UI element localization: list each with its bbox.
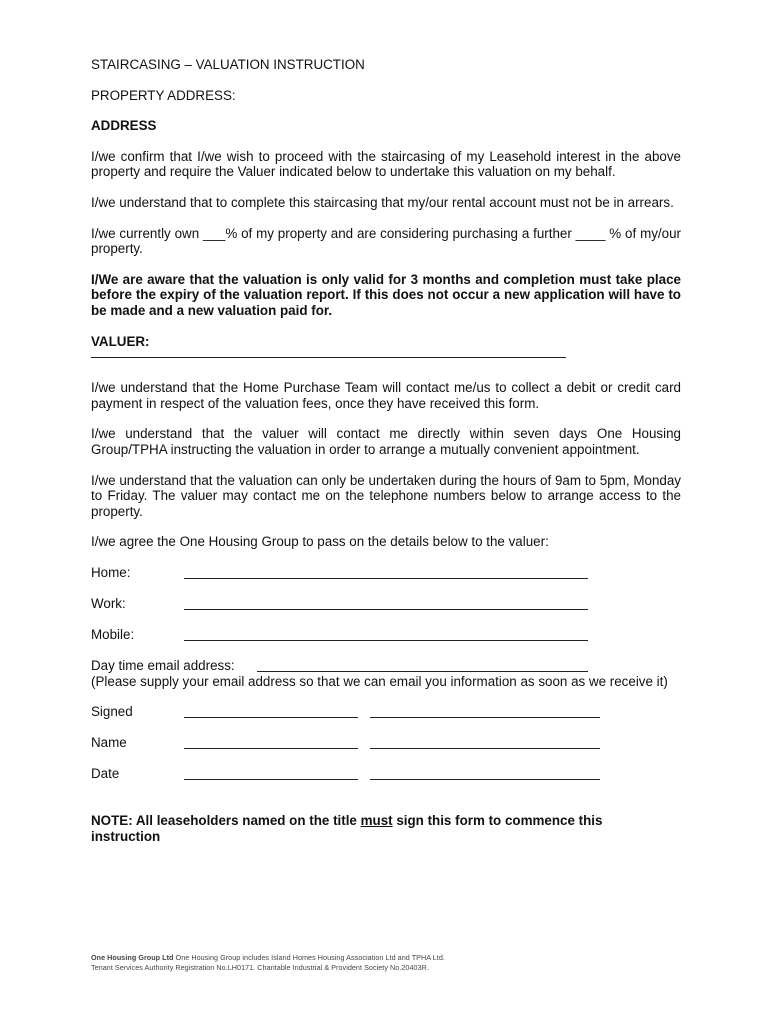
valuer-contact-paragraph: I/we understand that the valuer will contact me directly within seven days One Housing Group/TPHA instructing the valuation in order to arrange a mutually convenient appointment.	[91, 426, 681, 457]
payment-paragraph: I/we understand that the Home Purchase Team will contact me/us to collect a debit or credit card payment in respect of the valuation fees, once they have received this form.	[91, 380, 681, 411]
footer-line-1-text: One Housing Group includes Island Homes Housing Association Ltd and TPHA Ltd.	[173, 953, 445, 962]
email-field[interactable]	[257, 671, 588, 672]
name-label: Name	[91, 735, 127, 751]
name-row	[91, 735, 681, 751]
validity-warning: I/We are aware that the valuation is only valid for 3 months and completion must take place before the expiry of the valuation report. If this does not occur a new application will have to be made and a new valuation paid for.	[91, 271, 681, 318]
note-emphasis: must	[360, 813, 393, 829]
date-field-1[interactable]	[184, 779, 358, 780]
signed-field-2[interactable]	[370, 717, 600, 718]
ownership-paragraph: I/we currently own ___% of my property and are considering purchasing a further ____ % of my/our property.	[91, 225, 681, 257]
date-row	[91, 766, 681, 782]
name-field-1[interactable]	[184, 748, 358, 749]
signature-note	[91, 813, 651, 844]
rental-account-paragraph: I/we understand that to complete this staircasing that my/our rental account must not be in arrears.	[91, 194, 674, 210]
email-note: (Please supply your email address so that we can email you information as soon as we receive it)	[91, 673, 668, 689]
mobile-phone-label: Mobile:	[91, 626, 135, 642]
footer-line-2: Tenant Services Authority Registration No.LH0171. Charitable Industrial & Provident Society No.20403R.	[91, 963, 429, 972]
date-field-2[interactable]	[370, 779, 600, 780]
home-phone-field[interactable]	[184, 578, 588, 579]
form-title: STAIRCASING – VALUATION INSTRUCTION	[91, 57, 365, 72]
signed-row	[91, 704, 681, 720]
work-phone-label: Work:	[91, 595, 126, 611]
email-row	[91, 658, 681, 674]
property-address-label: PROPERTY ADDRESS:	[91, 87, 236, 103]
mobile-phone-field[interactable]	[184, 640, 588, 641]
name-field-2[interactable]	[370, 748, 600, 749]
staircasing-form	[91, 57, 681, 845]
hours-paragraph: I/we understand that the valuation can only be undertaken during the hours of 9am to 5pm, Monday to Friday. The valuer may contact me on the telephone numbers below to arrange access to the property.	[91, 472, 681, 519]
page-footer	[91, 953, 511, 973]
home-phone-row	[91, 565, 681, 581]
note-suffix: sign this form to commence this instruction	[91, 813, 603, 845]
footer-company: One Housing Group Ltd	[91, 953, 174, 962]
date-label: Date	[91, 766, 120, 782]
signed-field-1[interactable]	[184, 717, 358, 718]
note-prefix: NOTE: All leaseholders named on the title	[91, 813, 361, 829]
work-phone-row	[91, 596, 681, 612]
confirm-paragraph: I/we confirm that I/we wish to proceed with the staircasing of my Leasehold interest in the above property and require the Valuer indicated below to undertake this valuation on my behalf.	[91, 148, 681, 180]
agree-paragraph: I/we agree the One Housing Group to pass on the details below to the valuer:	[91, 534, 549, 550]
footer-line-1	[91, 953, 511, 963]
signed-label: Signed	[91, 704, 133, 720]
address-heading: ADDRESS	[91, 118, 157, 134]
email-label: Day time email address:	[91, 657, 235, 673]
valuer-input-line[interactable]	[91, 349, 681, 365]
valuer-label: VALUER:	[91, 333, 150, 349]
mobile-phone-row	[91, 627, 681, 643]
home-phone-label: Home:	[91, 564, 131, 580]
work-phone-field[interactable]	[184, 609, 588, 610]
